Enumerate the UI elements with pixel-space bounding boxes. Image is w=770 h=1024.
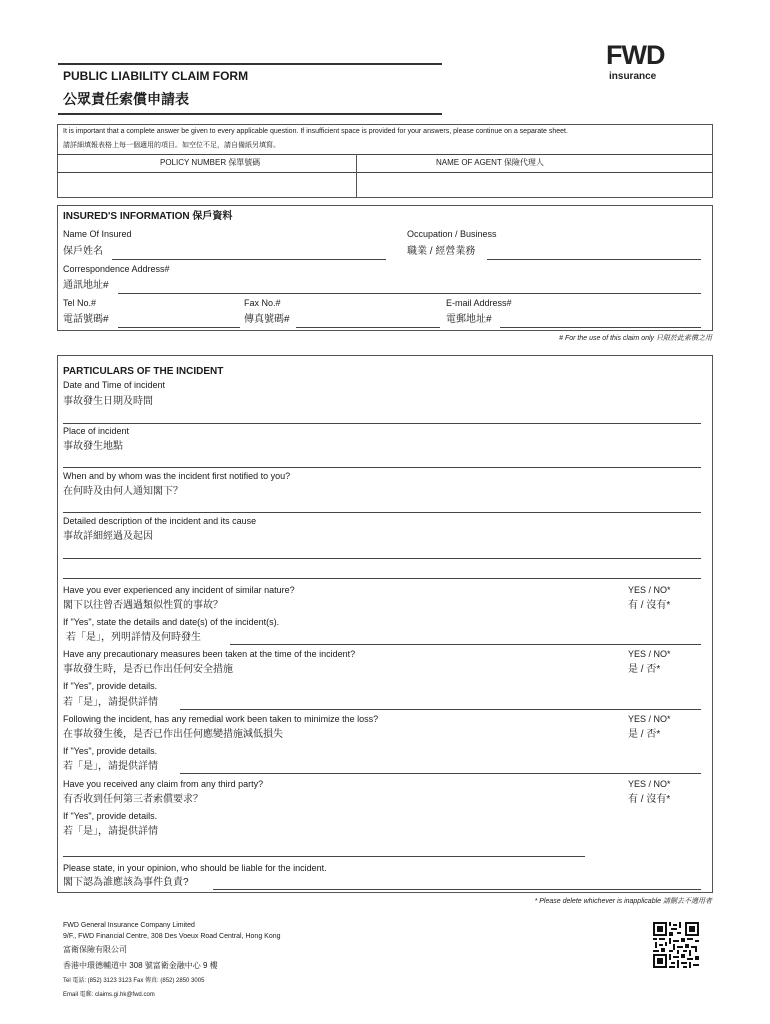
name-label-zh: 保戶姓名 (63, 246, 103, 257)
occupation-label-zh: 職業 / 經營業務 (407, 246, 476, 257)
q4-if-yes-zh: 若「是」，請提供詳情 (63, 826, 158, 837)
tel-label-en: Tel No.# (63, 298, 97, 308)
tel-field[interactable] (118, 327, 240, 328)
date-label-zh: 事故發生日期及時間 (63, 396, 153, 407)
policy-number-label: POLICY NUMBER 保單號碼 (160, 158, 261, 167)
occupation-label-en: Occupation / Business (407, 229, 497, 239)
place-label-zh: 事故發生地點 (63, 441, 123, 452)
footer-email: Email 電郵: claims.gi.hk@fwd.com (63, 992, 155, 998)
instruction-divider (57, 154, 713, 155)
q3-yes-no-en[interactable]: YES / NO* (628, 714, 671, 724)
footer-company-en: FWD General Insurance Company Limited (63, 922, 195, 929)
incident-footnote: * Please delete whichever is inapplicable 請刪去不適用者 (534, 898, 712, 905)
form-title-en: PUBLIC LIABILITY CLAIM FORM (63, 69, 249, 83)
fwd-logo-sub: insurance (609, 71, 657, 82)
q4-yes-no-en[interactable]: YES / NO* (628, 779, 671, 789)
q3-details-field[interactable] (180, 773, 701, 774)
incident-heading: PARTICULARS OF THE INCIDENT (63, 366, 224, 377)
address-field[interactable] (118, 293, 701, 294)
fax-field[interactable] (296, 327, 440, 328)
q2-yes-no-zh[interactable]: 是 / 否* (628, 664, 661, 675)
q4-if-yes-en: If "Yes", provide details. (63, 811, 158, 821)
q4-details-field[interactable] (63, 856, 585, 857)
q4-label-en: Have you received any claim from any third party? (63, 779, 264, 789)
form-title-zh: 公眾責任索償申請表 (63, 91, 189, 107)
title-bottom-rule (58, 113, 442, 115)
title-top-rule (58, 63, 442, 65)
q1-if-yes-en: If "Yes", state the details and date(s) of the incident(s). (63, 617, 280, 627)
footer-company-zh: 富衛保險有限公司 (63, 945, 127, 954)
q1-yes-no-en[interactable]: YES / NO* (628, 585, 671, 595)
liable-field[interactable] (213, 889, 701, 890)
q2-details-field[interactable] (180, 709, 701, 710)
q3-label-en: Following the incident, has any remedial work been taken to minimize the loss? (63, 714, 379, 724)
email-field[interactable] (500, 327, 701, 328)
q2-if-yes-zh: 若「是」，請提供詳情 (63, 697, 158, 708)
email-label-zh: 電郵地址# (446, 314, 492, 325)
place-label-en: Place of incident (63, 426, 130, 436)
q3-yes-no-zh[interactable]: 是 / 否* (628, 729, 661, 740)
q1-if-yes-zh: 若「是」，列明詳情及何時發生 (66, 632, 201, 643)
q3-if-yes-zh: 若「是」，請提供詳情 (63, 761, 158, 772)
q1-yes-no-zh[interactable]: 有 / 沒有* (628, 600, 671, 611)
notified-field[interactable] (63, 512, 701, 513)
description-label-en: Detailed description of the incident and its cause (63, 516, 257, 526)
q1-label-zh: 閣下以往曾否遇過類似性質的事故？ (63, 600, 223, 611)
instruction-zh: 請詳細填報表格上每一個適用的項目。如空位不足，請自備紙另填寫。 (63, 142, 280, 149)
q1-label-en: Have you ever experienced any incident of similar nature? (63, 585, 295, 595)
q2-yes-no-en[interactable]: YES / NO* (628, 649, 671, 659)
name-field[interactable] (112, 259, 386, 260)
footer-tel-fax: Tel 電話: (852) 3123 3123 Fax 傳真: (852) 2850 3005 (63, 978, 205, 984)
q3-if-yes-en: If "Yes", provide details. (63, 746, 158, 756)
notified-label-en: When and by whom was the incident first notified to you? (63, 471, 291, 481)
name-label-en: Name Of Insured (63, 229, 132, 239)
fwd-logo-text: FWD (606, 40, 665, 70)
agent-name-field[interactable] (357, 173, 712, 197)
insured-heading: INSURED'S INFORMATION 保戶資料 (63, 211, 233, 222)
email-label-en: E-mail Address# (446, 298, 512, 308)
fax-label-zh: 傳真號碼# (244, 314, 290, 325)
q2-label-zh: 事故發生時，是否已作出任何安全措施 (63, 664, 233, 675)
date-field[interactable] (63, 423, 701, 424)
address-label-en: Correspondence Address# (63, 264, 170, 274)
liable-label-zh: 閣下認為誰應該為事件負責? (63, 877, 189, 888)
place-field[interactable] (63, 467, 701, 468)
liable-label-en: Please state, in your opinion, who should be liable for the incident. (63, 863, 327, 873)
description-field-2[interactable] (63, 578, 701, 579)
agent-label: NAME OF AGENT 保險代理人 (436, 158, 544, 167)
notified-label-zh: 在何時及由何人通知閣下？ (63, 486, 183, 497)
q4-yes-no-zh[interactable]: 有 / 沒有* (628, 794, 671, 805)
q2-label-en: Have any precautionary measures been taken at the time of the incident? (63, 649, 356, 659)
fwd-logo (606, 42, 688, 86)
q2-if-yes-en: If "Yes", provide details. (63, 681, 158, 691)
date-label-en: Date and Time of incident (63, 380, 166, 390)
footer-address-zh: 香港中環德輔道中 308 號富衛金融中心 9 樓 (63, 961, 218, 970)
description-label-zh: 事故詳細經過及起因 (63, 531, 153, 542)
address-label-zh: 通訊地址# (63, 280, 109, 291)
q4-label-zh: 有否收到任何第三者索償要求？ (63, 794, 203, 805)
fax-label-en: Fax No.# (244, 298, 281, 308)
q3-label-zh: 在事故發生後，是否已作出任何應變措施減低損失 (63, 729, 283, 740)
description-field-1[interactable] (63, 558, 701, 559)
qr-code-icon (653, 922, 699, 968)
footer-address-en: 9/F., FWD Financial Centre, 308 Des Voeux Road Central, Hong Kong (63, 933, 281, 940)
insured-footnote: # For the use of this claim only 只限於此索償之用 (559, 335, 712, 342)
policy-number-field[interactable] (58, 173, 355, 197)
occupation-field[interactable] (487, 259, 701, 260)
q1-details-field[interactable] (230, 644, 701, 645)
tel-label-zh: 電話號碼# (63, 314, 109, 325)
instruction-en: It is important that a complete answer be given to every applicable question. If insufficient space is provided for your answers, please continue on a separate sheet. (63, 128, 568, 135)
